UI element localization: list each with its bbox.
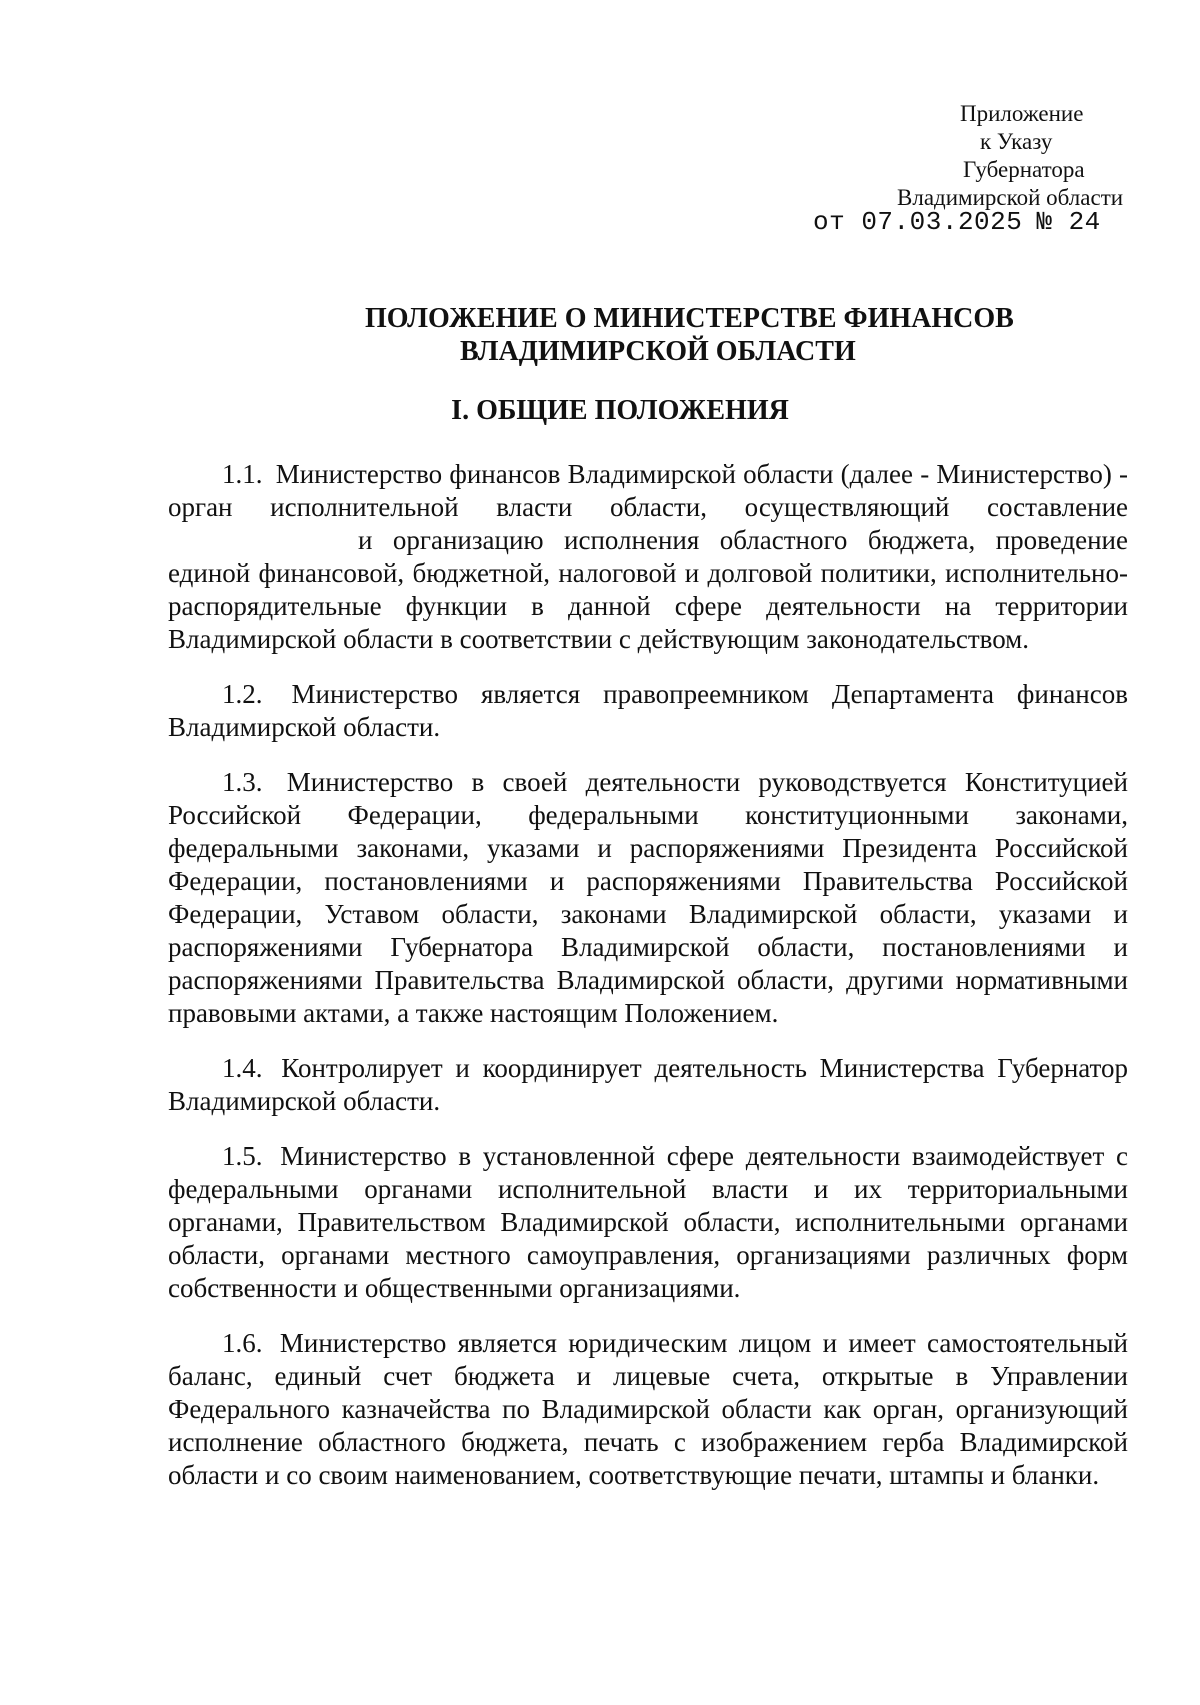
paragraph-text: Министерство в своей деятельности руководствуется Конституцией Российской Федерации, федеральными конституционными законами, федеральными законами, указами и распоряжениями Президента Российской Федерации, постановлениями и распоряжениями Правительства Российской Федерации, Уставом области, законами Владимирской области, указами и распоряжениями Губернатора Владимирской области, постановлениями и распоряжениями Правительства Владимирской области, другими нормативными правовыми актами, а также настоящим Положением.	[168, 767, 1128, 1028]
paragraph-text: Министерство является юридическим лицом и имеет самостоятельный баланс, единый счет бюджета и лицевые счета, открытые в Управлении Федерального казначейства по Владимирской области как орган, организующий исполнение областного бюджета, печать с изображением герба Владимирской области и со своим наименованием, соответствующие печати, штампы и бланки.	[168, 1328, 1129, 1490]
paragraph-number: 1.5.	[222, 1141, 263, 1171]
paragraph-text-part-b: и организацию исполнения областного бюджета, проведение единой финансовой, бюджетной, налоговой и долговой политики, исполнительно-распорядительные функции в данной сфере деятельности на территории Владимирской области в соответствии с действующим законодательством.	[168, 525, 1128, 654]
document-title-line-1: ПОЛОЖЕНИЕ О МИНИСТЕРСТВЕ ФИНАНСОВ	[365, 303, 1014, 334]
paragraph-number: 1.2.	[222, 679, 263, 709]
appendix-line-3: Губернатора	[963, 157, 1085, 182]
appendix-line-2: к Указу	[980, 129, 1053, 154]
paragraph-1-3	[168, 766, 1128, 1030]
paragraph-text: Министерство в установленной сфере деятельности взаимодействует с федеральными органами исполнительной власти и их территориальными органами, Правительством Владимирской области, исполнительными органами области, органами местного самоуправления, организациями различных форм собственности и общественными организациями.	[168, 1141, 1129, 1303]
paragraph-text: Контролирует и координирует деятельность Министерства Губернатор Владимирской области.	[168, 1053, 1129, 1116]
paragraph-text-part-a: Министерство финансов Владимирской области (далее - Министерство) - орган исполнительной власти области, осуществляющий составление	[168, 459, 1129, 522]
section-heading: I. ОБЩИЕ ПОЛОЖЕНИЯ	[451, 395, 789, 426]
paragraph-1-6	[168, 1327, 1128, 1492]
paragraph-number: 1.3.	[222, 767, 263, 797]
appendix-line-1: Приложение	[960, 101, 1084, 126]
paragraph-1-5	[168, 1140, 1128, 1305]
document-title	[300, 302, 1080, 368]
decree-prefix: от	[813, 207, 846, 237]
paragraph-1-1	[168, 458, 1128, 656]
paragraph-number: 1.4.	[222, 1053, 263, 1083]
paragraph-1-2	[168, 678, 1128, 744]
document-body	[168, 458, 1128, 1514]
decree-number-sign: №	[1036, 207, 1053, 237]
paragraph-text: Министерство является правопреемником Департамента финансов Владимирской области.	[168, 679, 1128, 742]
decree-number: 24	[1068, 207, 1101, 237]
paragraph-number: 1.6.	[222, 1328, 263, 1358]
paragraph-1-4	[168, 1052, 1128, 1118]
document-title-line-2: ВЛАДИМИРСКОЙ ОБЛАСТИ	[460, 336, 856, 367]
appendix-block	[760, 100, 1180, 236]
paragraph-number: 1.1.	[222, 459, 263, 489]
decree-date: 07.03.2025	[861, 207, 1023, 237]
appendix-line-4: Владимирской области	[897, 185, 1124, 210]
decree-date-number	[813, 208, 1180, 236]
